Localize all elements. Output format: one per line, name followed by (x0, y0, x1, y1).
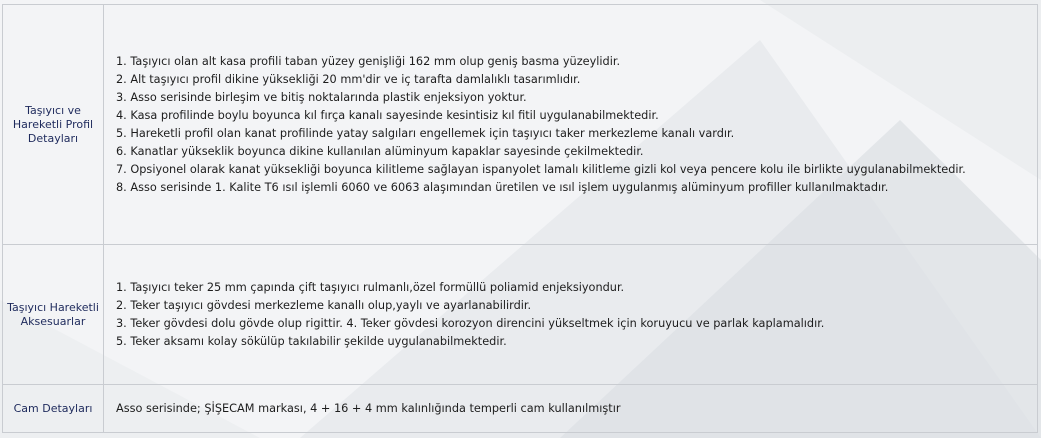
table-row (3, 245, 1038, 385)
list-item: 5. Teker aksamı kolay sökülüp takılabilir şekilde uygulanabilmektedir. (116, 334, 507, 348)
list-item: 1. Taşıyıcı teker 25 mm çapında çift taşıyıcı rulmanlı,özel formüllü poliamid enjeksiyondur. (116, 280, 625, 294)
specification-table (2, 4, 1038, 433)
row-content-accessories (104, 245, 1038, 385)
row-content-glass-details (104, 385, 1038, 433)
list-item: 1. Taşıyıcı olan alt kasa profili taban yüzey genişliği 162 mm olup geniş basma yüzeylidir. (116, 54, 621, 68)
row-label-profile-details: Taşıyıcı ve Hareketli Profil Detayları (3, 5, 104, 245)
row-label-glass-details: Cam Detayları (3, 385, 104, 433)
list-item: 2. Alt taşıyıcı profil dikine yüksekliği 20 mm'dir ve iç tarafta damlalıklı tasarımlıdır. (116, 72, 581, 86)
row-label-accessories: Taşıyıcı Hareketli Aksesuarlar (3, 245, 104, 385)
row-content-profile-details (104, 5, 1038, 245)
list-item: Asso serisinde; ŞİŞECAM markası, 4 + 16 + 4 mm kalınlığında temperli cam kullanılmıştır (116, 401, 621, 415)
list-item: 6. Kanatlar yükseklik boyunca dikine kullanılan alüminyum kapaklar sayesinde çekilmektedir. (116, 144, 644, 158)
list-item: 7. Opsiyonel olarak kanat yüksekliği boyunca kilitleme sağlayan ispanyolet lamalı kilitleme gizli kol veya pencere kolu ile birlikte uygulanabilmektedir. (116, 162, 966, 176)
list-item: 3. Asso serisinde birleşim ve bitiş noktalarında plastik enjeksiyon yoktur. (116, 90, 527, 104)
list-item: 3. Teker gövdesi dolu gövde olup rigittir. 4. Teker gövdesi korozyon direncini yükseltmek için koruyucu ve parlak kaplamalıdır. (116, 316, 825, 330)
table-row (3, 5, 1038, 245)
table-row (3, 385, 1038, 433)
list-item: 4. Kasa profilinde boylu boyunca kıl fırça kanalı sayesinde kesintisiz kıl fitil uygulanabilmektedir. (116, 108, 659, 122)
list-item: 2. Teker taşıyıcı gövdesi merkezleme kanallı olup,yaylı ve ayarlanabilirdir. (116, 298, 532, 312)
list-item: 8. Asso serisinde 1. Kalite T6 ısıl işlemli 6060 ve 6063 alaşımından üretilen ve ısıl işlem uygulanmış alüminyum profiller kullanılmaktadır. (116, 180, 889, 194)
list-item: 5. Hareketli profil olan kanat profilinde yatay salgıları engellemek için taşıyıcı taker merkezleme kanalı vardır. (116, 126, 735, 140)
